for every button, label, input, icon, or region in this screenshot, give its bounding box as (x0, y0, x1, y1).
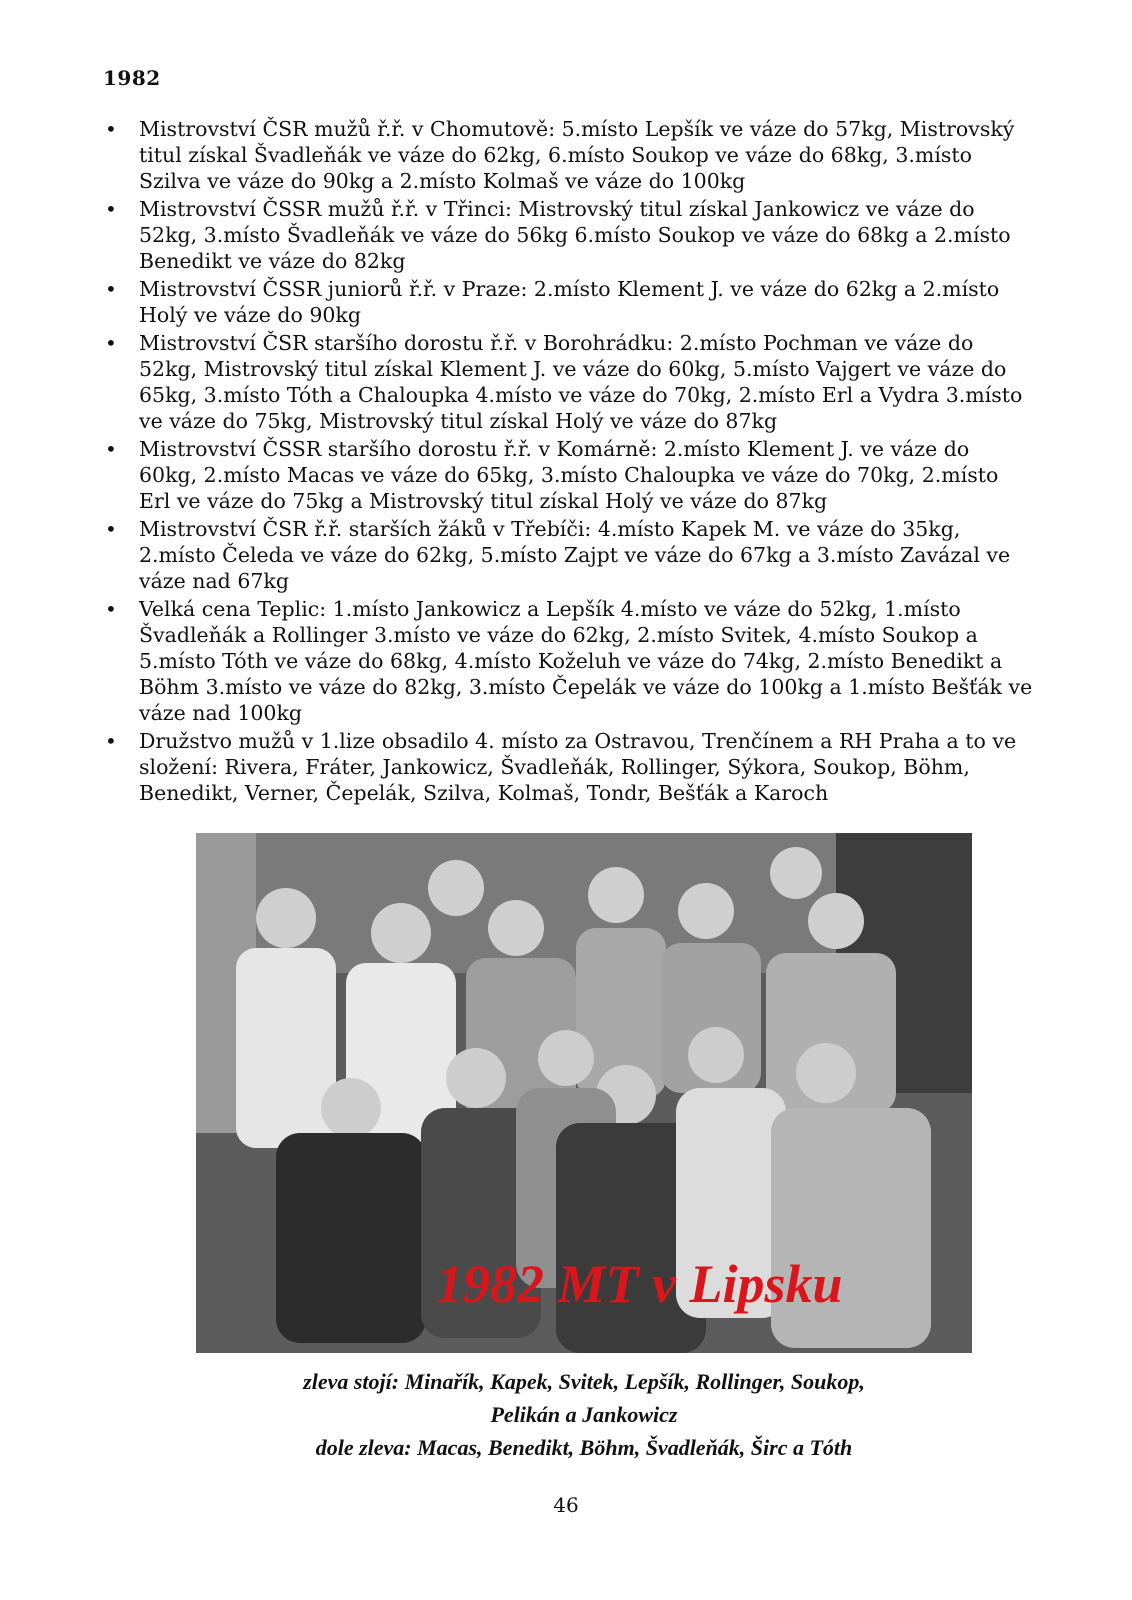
bullet-icon: • (105, 729, 117, 753)
list-item-text: Velká cena Teplic: 1.místo Jankowicz a Lepšík 4.místo ve váze do 52kg, 1.místo Švadleňák a Rollinger 3.místo ve váze do 62kg, 2.místo Svitek, 4.místo Soukop a 5.místo Tóth ve váze do 68kg, 4.místo Koželuh ve váze do 74kg, 2.místo Benedikt a Böhm 3.místo ve váze do 82kg, 3.místo Čepelák ve váze do 100kg a 1.místo Bešťák ve váze nad 100kg (139, 597, 1033, 725)
list-item-text: Mistrovství ČSR mužů ř.ř. v Chomutově: 5.místo Lepšík ve váze do 57kg, Mistrovský titul získal Švadleňák ve váze do 62kg, 6.místo Soukop ve váze do 68kg, 3.místo Szilva ve váze do 90kg a 2.místo Kolmaš ve váze do 100kg (139, 117, 1015, 193)
list-item-text: Družstvo mužů v 1.lize obsadilo 4. místo za Ostravou, Trenčínem a RH Praha a to ve složení: Rivera, Fráter, Jankowicz, Švadleňák, Rollinger, Sýkora, Soukop, Böhm, Benedikt, Verner, Čepelák, Szilva, Kolmaš, Tondr, Bešťák a Karoch (139, 729, 1017, 805)
caption-line: dole zleva: Macas, Benedikt, Böhm, Švadleňák, Širc a Tóth (315, 1435, 853, 1460)
list-item (103, 516, 1033, 594)
bullet-icon: • (105, 437, 117, 461)
bullet-icon: • (105, 197, 117, 221)
page-number: 46 (553, 1493, 579, 1517)
section-year-heading: 1982 (103, 66, 161, 90)
caption-line: Pelikán a Jankowicz (490, 1402, 678, 1427)
results-list (103, 116, 1033, 808)
bullet-icon: • (105, 331, 117, 355)
list-item (103, 330, 1033, 434)
list-item (103, 436, 1033, 514)
list-item (103, 116, 1033, 194)
list-item-text: Mistrovství ČSSR juniorů ř.ř. v Praze: 2.místo Klement J. ve váze do 62kg a 2.místo Holý ve váze do 90kg (139, 277, 1000, 327)
caption-line: zleva stojí: Minařík, Kapek, Svitek, Lepšík, Rollinger, Soukop, (303, 1369, 865, 1394)
team-photo (196, 833, 972, 1353)
list-item-text: Mistrovství ČSR ř.ř. starších žáků v Třebíči: 4.místo Kapek M. ve váze do 35kg, 2.místo Čeleda ve váze do 62kg, 5.místo Zajpt ve váze do 67kg a 3.místo Zavázal ve váze nad 67kg (139, 517, 1011, 593)
list-item (103, 728, 1033, 806)
bullet-icon: • (105, 517, 117, 541)
list-item-text: Mistrovství ČSSR mužů ř.ř. v Třinci: Mistrovský titul získal Jankowicz ve váze do 52kg, 3.místo Švadleňák ve váze do 56kg 6.místo Soukop ve váze do 68kg a 2.místo Benedikt ve váze do 82kg (139, 197, 1011, 273)
list-item (103, 596, 1033, 726)
photo-overlay-title: 1982 MT v Lipsku (436, 1254, 843, 1314)
list-item-text: Mistrovství ČSSR staršího dorostu ř.ř. v Komárně: 2.místo Klement J. ve váze do 60kg, 2.místo Macas ve váze do 65kg, 3.místo Chaloupka ve váze do 70kg, 2.místo Erl ve váze do 75kg a Mistrovský titul získal Holý ve váze do 87kg (139, 437, 999, 513)
list-item (103, 196, 1033, 274)
bullet-icon: • (105, 597, 117, 621)
list-item (103, 276, 1033, 328)
photo-caption (196, 1365, 972, 1464)
bullet-icon: • (105, 277, 117, 301)
list-item-text: Mistrovství ČSR staršího dorostu ř.ř. v Borohrádku: 2.místo Pochman ve váze do 52kg, Mistrovský titul získal Klement J. ve váze do 60kg, 5.místo Vajgert ve váze do 65kg, 3.místo Tóth a Chaloupka 4.místo ve váze do 70kg, 2.místo Erl a Vydra 3.místo ve váze do 75kg, Mistrovský titul získal Holý ve váze do 87kg (139, 331, 1023, 433)
bullet-icon: • (105, 117, 117, 141)
